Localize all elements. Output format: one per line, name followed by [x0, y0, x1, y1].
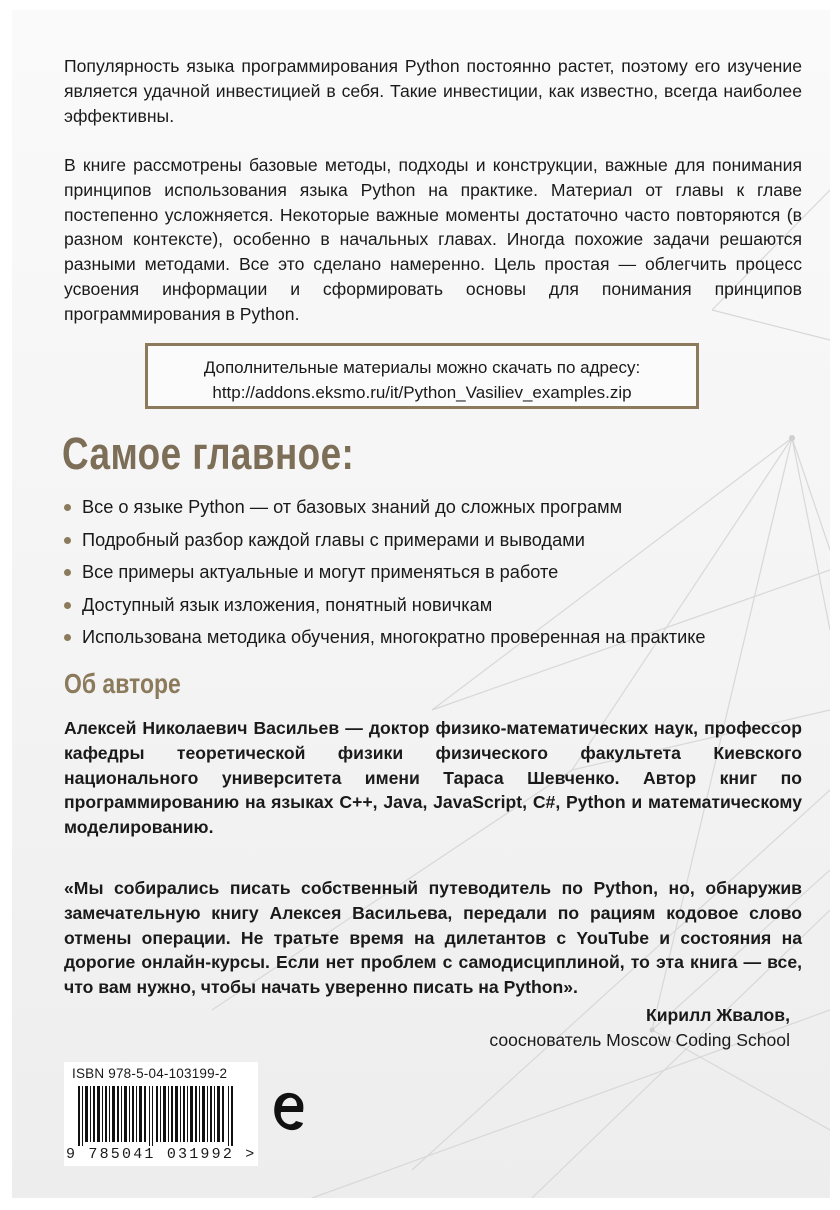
- author-heading: Об авторе: [64, 668, 181, 699]
- barcode-icon: [72, 1086, 248, 1148]
- author-bio: Алексей Николаевич Васильев — доктор физико-математических наук, профессор кафедры теоретической физики физического факультета Киевского национального университета имени Тараса Шевченко. Автор книг по программированию на языках С++, Java, JavaScript, C#, Python и математическому моделированию.: [64, 718, 802, 838]
- bullet-icon: [64, 634, 71, 641]
- highlights-heading: Самое главное:: [62, 428, 355, 479]
- quote-author-name: Кирилл Жвалов,: [645, 1005, 790, 1025]
- isbn-number: ISBN 978-5-04-103199-2: [72, 1066, 228, 1081]
- additional-materials-box: [145, 343, 699, 409]
- intro-paragraph-2: В книге рассмотрены базовые методы, подходы и конструкции, важные для понимания принципов использования языка Python на практике. Материал от главы к главе постепенно усложняется. Некоторые важные моменты достаточно часто повторяются (в разном контексте), особенно в начальных главах. Иногда похожие задачи решаются разными методами. Все это сделано намеренно. Цель простая — облегчить процесс усвоения информации и сформировать основы для понимания принципов программирования в Python.: [64, 155, 802, 324]
- list-item: Все примеры актуальные и могут применяться в работе: [64, 556, 814, 589]
- intro-paragraph-1: Популярность языка программирования Python постоянно растет, поэтому его изучение является удачной инвестицией в себя. Такие инвестиции, как известно, всегда наиболее эффективны.: [64, 56, 802, 126]
- list-item: Доступный язык изложения, понятный новичкам: [64, 589, 814, 622]
- eksmo-logo-icon: [270, 1088, 306, 1134]
- book-back-cover: [12, 10, 830, 1198]
- additional-materials-url[interactable]: http://addons.eksmo.ru/it/Python_Vasiliev_examples.zip: [212, 383, 632, 402]
- barcode-digits: 9 785041 031992 >: [66, 1146, 257, 1163]
- list-item: Все о языке Python — от базовых знаний до сложных программ: [64, 491, 814, 524]
- highlights-list: [64, 491, 814, 654]
- bullet-icon: [64, 602, 71, 609]
- isbn-barcode: [64, 1062, 258, 1166]
- bullet-icon: [64, 504, 71, 511]
- additional-materials-text: Дополнительные материалы можно скачать по адресу:: [203, 358, 641, 377]
- bullet-icon: [64, 569, 71, 576]
- list-item: Использована методика обучения, многократно проверенная на практике: [64, 621, 814, 654]
- list-item: Подробный разбор каждой главы с примерами и выводами: [64, 524, 814, 557]
- quote-author-title: сооснователь Moscow Coding School: [489, 1030, 790, 1050]
- quote-text: «Мы собирались писать собственный путеводитель по Python, но, обнаружив замечательную книгу Алексея Васильева, передали по рациям кодовое слово отмены операции. Не тратьте время на дилетантов с YouTube и состояния на дорогие онлайн-курсы. Если нет проблем с самодисциплиной, то эта книга — все, что вам нужно, чтобы начать уверенно писать на Python».: [64, 878, 802, 998]
- bullet-icon: [64, 537, 71, 544]
